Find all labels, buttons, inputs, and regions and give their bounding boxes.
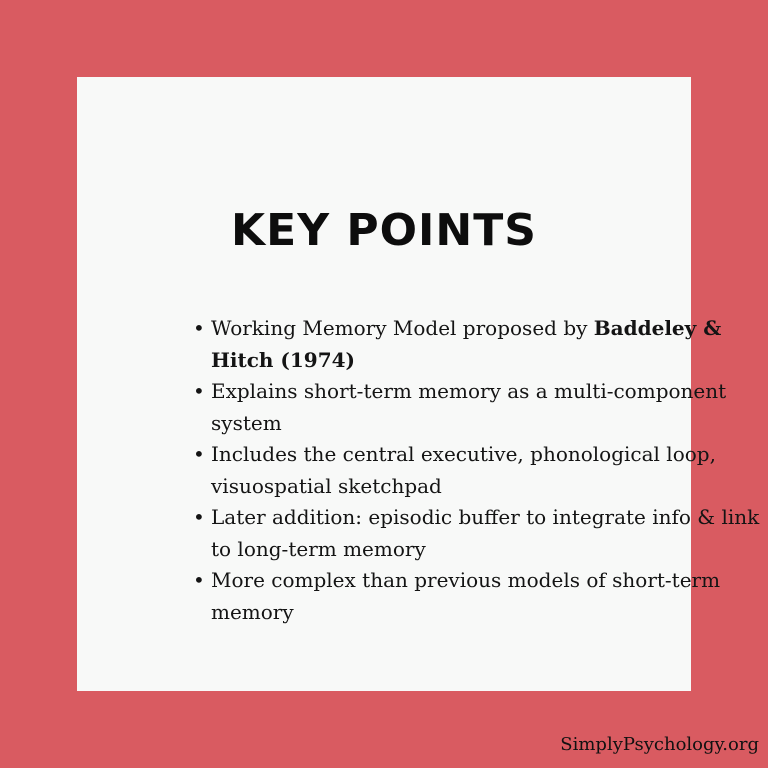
key-points-list [187, 313, 762, 628]
key-point-item [187, 439, 762, 502]
key-point-text: Working Memory Model proposed by [211, 316, 594, 340]
bullet-icon: • [193, 379, 205, 403]
citation-text: Baddeley & Hitch (1974) [211, 316, 722, 372]
bullet-icon: • [193, 568, 205, 592]
site-brand: SimplyPsychology.org [560, 734, 759, 755]
key-points-card [77, 77, 760, 691]
key-point-item [187, 565, 762, 628]
key-point-text: Later addition: episodic buffer to integrate info & link to long-term memory [211, 505, 760, 561]
bullet-icon: • [193, 316, 205, 340]
bullet-icon: • [193, 505, 205, 529]
key-point-item [187, 376, 762, 439]
key-point-text: Includes the central executive, phonological loop, visuospatial sketchpad [211, 442, 716, 498]
key-point-item [187, 502, 762, 565]
key-point-text: More complex than previous models of short-term memory [211, 568, 721, 624]
key-point-item [187, 313, 762, 376]
key-point-text: Explains short-term memory as a multi-component system [211, 379, 727, 435]
bullet-icon: • [193, 442, 205, 466]
key-points-title: KEY POINTS [231, 205, 537, 256]
